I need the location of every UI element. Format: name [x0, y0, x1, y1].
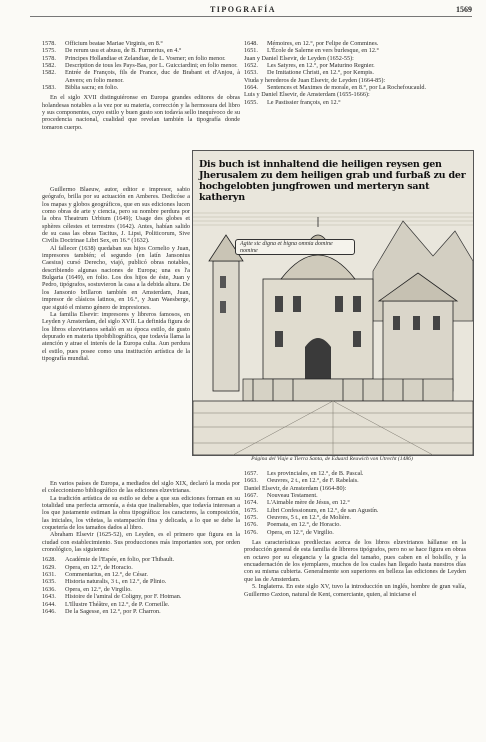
- entry-year: 1628.: [42, 556, 56, 564]
- list-entry: [42, 47, 240, 54]
- entry-year: 1651.: [244, 47, 258, 55]
- list-entry: [244, 99, 466, 106]
- entry-text: Mémoires, en 12.°, por Felipe de Commines.: [267, 40, 379, 47]
- right-top-list: [244, 40, 466, 106]
- entry-text: Biblia sacra; en folio.: [65, 84, 119, 92]
- list-entry: [42, 608, 240, 615]
- list-entry: [42, 69, 240, 84]
- list-entry: [42, 40, 240, 47]
- list-entry: [42, 601, 240, 608]
- list-entry: [42, 62, 240, 69]
- list-entry: [244, 521, 466, 528]
- entry-year: 1652.: [244, 62, 258, 70]
- entry-text: Les Satyres, en 12.°, por Maturino Regnier.: [267, 62, 375, 70]
- list-entry: [244, 499, 466, 506]
- entry-text: Le Pastissier françois, en 12.°: [267, 98, 341, 106]
- entry-text: Académie de l'Espée, en folio, por Thibault.: [65, 556, 175, 564]
- entry-text: Entrée de François, fils de France, duc de Brabant et d'Anjou, à Anvers; en folio menor.: [65, 69, 240, 84]
- list-entry: [244, 529, 466, 536]
- list-entry: [42, 564, 240, 571]
- entry-text: Description de tous les Pays-Bas, por L. Guicciardini; en folio menor.: [65, 62, 238, 70]
- entry-text: Nouveau Testament.: [267, 492, 318, 500]
- list-entry: [244, 507, 466, 514]
- entry-text: Principes Hollandiae et Zelandiae, de L. Vosmer; en folio menor.: [65, 54, 226, 62]
- entry-year: 1657.: [244, 470, 258, 477]
- list-entry: [244, 84, 466, 91]
- entry-text: Commentarius, en 12.°, de César.: [65, 571, 148, 579]
- entry-year: 1674.: [244, 499, 258, 507]
- entry-year: 1663.: [244, 477, 258, 485]
- entry-year: 1575.: [42, 47, 56, 55]
- left-column-top: [42, 40, 240, 131]
- entry-year: 1676.: [244, 521, 258, 529]
- header-rule: [30, 16, 472, 17]
- woodcut-caption: Página del Viaje a Tierra Santa, de Eduard Reuwich von Utrecht (1486): [251, 456, 413, 462]
- entry-text: Opera, en 12.°, de Virgilio.: [267, 528, 334, 536]
- list-entry: [244, 69, 466, 76]
- right-paragraph: 5. Inglaterra. En este siglo XV, tuvo la introducción un inglés, hombre de gran valía, Guillermo Caxton, natural de Kent, comerciante, quien, al iniciarse el: [244, 583, 466, 598]
- left-paragraph: En varios países de Europa, a mediados del siglo XIX, declaró la moda por el coleccionismo bibliográfico de las ediciones elzevirianas.: [42, 480, 240, 495]
- entry-text: De Imitatione Christi, en 12.°, por Kempis.: [267, 69, 374, 77]
- list-entry: [42, 593, 240, 600]
- entry-year: 1655.: [244, 98, 258, 106]
- list-entry: [244, 62, 466, 69]
- entry-year: 1644.: [42, 600, 56, 608]
- page-number: 1569: [456, 5, 472, 14]
- entry-text: Sentences et Maximes de morale, en 8.°, por La Rochefoucauld.: [267, 84, 426, 92]
- entry-text: Histoire de l'amiral de Coligny, por F. Hotman.: [65, 593, 182, 601]
- entry-year: 1675.: [244, 514, 258, 522]
- entry-year: 1667.: [244, 492, 258, 500]
- right-column-bottom: [244, 470, 466, 598]
- entry-year: 1675.: [244, 506, 258, 514]
- entry-text: Luis y Daniel Elsevir, de Amsterdam (1655-1666):: [244, 91, 370, 99]
- woodcut-illustration: [192, 150, 474, 456]
- list-entry: [42, 586, 240, 593]
- entry-year: 1631.: [42, 571, 56, 579]
- woodcut-scroll-banner: Agite sic digna et bigna omnia domine nomine: [235, 239, 355, 255]
- entry-year: 1578.: [42, 54, 56, 62]
- list-entry: [244, 514, 466, 521]
- list-entry: [244, 470, 466, 477]
- list-entry: [244, 477, 466, 484]
- left-column-bottom: [42, 480, 240, 615]
- left-paragraph: La tradición artística de su estilo se debe a que sus ediciones forman en su totalidad una perfecta armonía, a ésta que inalienables, que todavía interesan a los que justamente estiman la obra tipográfica: los caracteres, la composición, las iniciales, los viñetas, la estampación fina y delicada, a lo que se debe la coquetería de los tamaños dados al libro.: [42, 494, 240, 532]
- entry-year: 1653.: [244, 69, 258, 77]
- list-entry: [42, 55, 240, 62]
- entry-year: 1582.: [42, 69, 56, 77]
- left-paragraph: Al fallecer (1638) quedaban sus hijos Cornelio y Juan, impresores también; el segundo (en latín Jansonius Caesius) cursó Derecho, viajó, publicó obras notables, describiendo algunas naciones de Europa; una es l'a Bulgaria (1649), en folio. Los dos hijos de éste, Juan y Pedro, tipógrafos, sostuvieron la casa a la debida altura. De los Jansonio brillaron también en Amsterdam, Juan, impresor de clásicos latinos, en 16.°, y Juan Waesberge, que siguió el mismo género de impresiones.: [42, 244, 190, 311]
- entry-text: Opera, en 12.°, de Virgilio.: [65, 585, 132, 593]
- entry-year: 1635.: [42, 578, 56, 586]
- entry-text: Officium beatae Mariae Virginis, en 8.°: [65, 40, 163, 47]
- right-paragraph: Las características predilectas acerca de los libros elzevirianos hállanse en la producción general de esta familia de libreros tipógrafos, pero no se hace figura en obras en octavo por su elegancia y la gracia del tamaño, pues caben en el bolsillo, y la encuadernación de los ejemplares, muchos de los cuales han llegado hasta nuestros días con su misma cubierta. Generalmente son superiores en belleza las ediciones de Leyden que las de Amsterdam.: [244, 539, 466, 583]
- entry-year: 1636.: [42, 585, 56, 593]
- entry-year: 1582.: [42, 62, 56, 70]
- entry-text: L'Aimable mère de Jésus, en 12.°: [267, 499, 350, 507]
- woodcut-gothic-text: Dis buch ist innhaltend die heiligen reysen gen Jherusalem zu dem heiligen grab und furbaß zu der hochgelobten jungfrowen und merteryn sant katheryn: [199, 159, 466, 203]
- entry-text: Opera, en 12.°, de Horacio.: [65, 563, 133, 571]
- list-entry: [244, 55, 466, 62]
- entry-year: 1643.: [42, 593, 56, 601]
- entry-year: 1664.: [244, 84, 258, 92]
- list-entry: [244, 47, 466, 54]
- list-entry: [244, 485, 466, 492]
- list-entry: [42, 84, 240, 91]
- entry-text: L'École de Salerne en vers burlesque, en 12.°: [267, 47, 380, 55]
- entry-text: Libri Confessionum, en 12.°, de san Agustín.: [267, 506, 379, 514]
- running-header-title: TIPOGRAFÍA: [209, 5, 277, 14]
- entry-text: Juan y Daniel Elsevir, de Leyden (1652-55):: [244, 54, 354, 62]
- list-entry: [42, 556, 240, 563]
- list-entry: [244, 77, 466, 84]
- entry-text: Daniel Elsevir, de Amsterdam (1664-80):: [244, 484, 347, 492]
- entry-text: L'Illustre Théâtre, en 12.°, de P. Corneille.: [65, 600, 170, 608]
- entry-text: Oeuvres, 5 t., en 12.°, de Molière.: [267, 514, 351, 522]
- left-paragraph: Abraham Elsevir (1625-52), en Leyden, es el primero que figura en la ciudad con establecimiento. Sus producciones más importantes son, por orden cronológico, las siguientes:: [42, 531, 240, 554]
- entry-year: 1578.: [42, 40, 56, 47]
- entry-text: Historia naturalis, 3 t., en 12.°, de Plinio.: [65, 578, 167, 586]
- left-column-narrow: [42, 186, 190, 362]
- left-paragraph: Guillermo Blaeuw, autor, editor e impresor, sabio geógrafo, brilla por su actuación en Amberes. Dedicóse a los mapas y globos geográficos, que en sus ediciones lucen como obras de arte y ciencia, pero su nombre perdura por la obra Theatrum Urbium (1649); Usage des globes et sphères célestes et terrestres (1642). Antes, habían salido de su casa las obras Tacitus, J. Lipsi, Politicorum, Sive Civilis Doctrinae Libri Sex, en 16.° (1632).: [42, 186, 190, 245]
- entry-year: 1583.: [42, 84, 56, 92]
- list-entry: [244, 91, 466, 98]
- entry-year: 1629.: [42, 563, 56, 571]
- entry-text: De la Sagesse, en 12.°, por P. Charron.: [65, 607, 161, 615]
- entry-text: Poemata, en 12.°, de Horacio.: [267, 521, 341, 529]
- list-entry: [42, 578, 240, 585]
- right-column-top: [244, 40, 466, 106]
- left-paragraph: La familia Elsevir: impresores y libreros famosos, en Leyden y Amsterdam, del siglo XVII. La definida figura de los libros elzevirianos señaló en su época estilo, de gusto depurado en materia tipobibliográfica, que todavía llama la atención y atrae el interés de la Europa culta. Aun perdura el estilo, pues posee como una institución artística de la tipografía mundial.: [42, 310, 190, 362]
- entry-text: Viuda y herederos de Juan Elsevir, de Leyden (1664-85):: [244, 76, 386, 84]
- entry-text: De rerum usu et abusu, de B. Furmerius, en 4.°: [65, 47, 182, 55]
- entry-text: Les provinciales, en 12.°, de B. Pascal.: [267, 470, 364, 477]
- entry-text: Oeuvres, 2 t., en 12.°, de F. Rabelais.: [267, 477, 359, 485]
- entry-year: 1646.: [42, 607, 56, 615]
- left-intro-paragraph: En el siglo XVII distinguiéronse en Europa grandes editores de obras holandesas notables a la vez por su materia, corrección y la hermosura del libro y sus componentes, cuyo estilo y buen gusto son todavía sello inequívoco de su procedencia nacional, cualidad que revelan también la tipografía donde tomaron cuerpo.: [42, 94, 240, 131]
- right-bottom-list: [244, 470, 466, 536]
- list-entry: [244, 492, 466, 499]
- entry-year: 1676.: [244, 528, 258, 536]
- left-top-list: [42, 40, 240, 91]
- left-book-list: [42, 556, 240, 615]
- entry-year: 1648.: [244, 40, 258, 47]
- list-entry: [42, 571, 240, 578]
